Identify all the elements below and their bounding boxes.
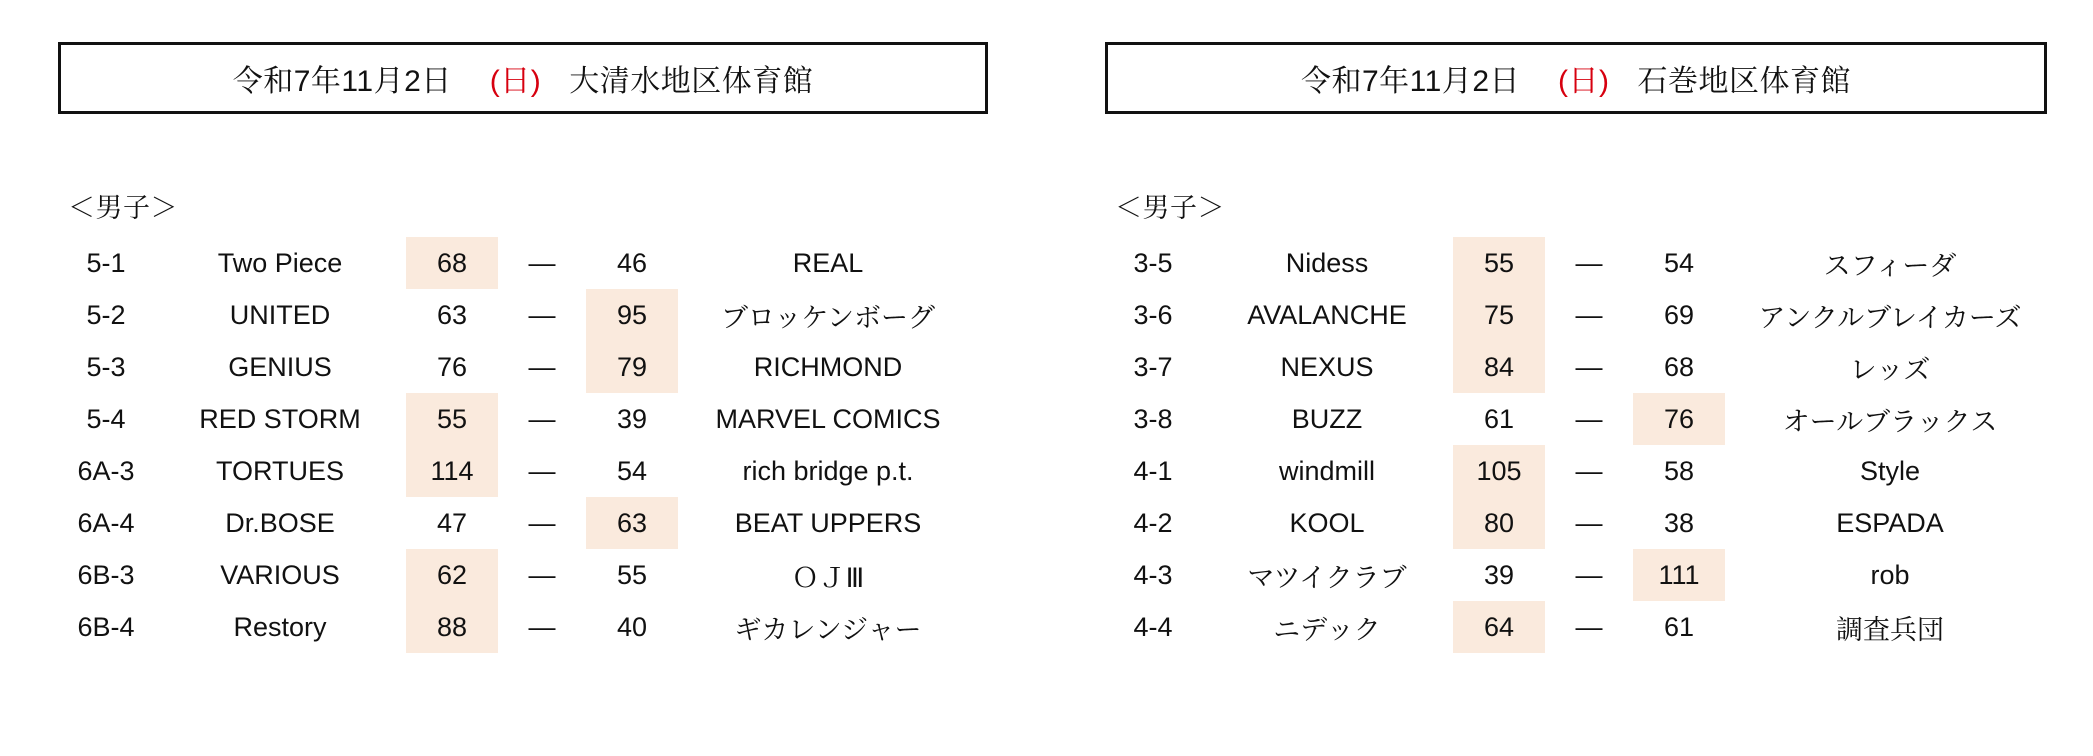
- match-number: 5-4: [86, 403, 126, 434]
- match-number: 5-2: [86, 299, 126, 330]
- team-a-name: Restory: [233, 611, 327, 642]
- venue-header-inner-left: [233, 56, 814, 100]
- match-number: 6B-4: [77, 611, 135, 642]
- team-b-score: [1633, 341, 1725, 393]
- team-b-name: REAL: [792, 247, 864, 278]
- table-row: [1105, 497, 2055, 549]
- match-number: 5-1: [86, 247, 126, 278]
- event-venue: 石巻地区体育館: [1637, 65, 1851, 98]
- team-a-name: VARIOUS: [220, 559, 340, 590]
- team-b-score-value: 46: [616, 248, 648, 278]
- venue-header-box-left: [58, 42, 988, 114]
- event-date: 令和7年11月2日: [232, 65, 452, 98]
- event-day-of-week: (日): [489, 65, 542, 98]
- team-a-score: [406, 393, 498, 445]
- table-row: [1105, 549, 2055, 601]
- team-b-score-value: 111: [1633, 549, 1725, 601]
- team-a-score: [1453, 237, 1545, 289]
- score-separator: —: [528, 507, 556, 538]
- table-row: [1105, 237, 2055, 289]
- score-separator: —: [1575, 611, 1603, 642]
- venue-header-inner-right: [1301, 56, 1851, 100]
- team-b-name: レッズ: [1849, 354, 1931, 385]
- table-row: [1105, 289, 2055, 341]
- table-row: [58, 341, 978, 393]
- team-b-score-value: 54: [1663, 248, 1695, 278]
- team-b-score: [586, 237, 678, 289]
- match-number: 3-6: [1133, 299, 1173, 330]
- team-a-score-value: 68: [406, 237, 498, 289]
- table-row: [58, 445, 978, 497]
- team-a-score: [406, 601, 498, 653]
- team-b-name: ブロッケンボーグ: [720, 302, 936, 333]
- score-separator: —: [528, 247, 556, 278]
- team-b-score-value: 69: [1663, 300, 1695, 330]
- venue-panel-left: [0, 42, 1050, 653]
- table-row: [1105, 393, 2055, 445]
- team-a-name: UNITED: [229, 299, 331, 330]
- match-number: 4-3: [1133, 559, 1173, 590]
- score-separator: —: [528, 351, 556, 382]
- team-a-score-value: 39: [1483, 560, 1515, 590]
- table-row: [58, 549, 978, 601]
- team-a-name: RED STORM: [199, 403, 361, 434]
- match-table-left: [58, 237, 978, 653]
- team-a-score-value: 47: [436, 508, 468, 538]
- team-b-name: ESPADA: [1836, 507, 1944, 538]
- team-a-name: Dr.BOSE: [225, 507, 335, 538]
- team-a-name: windmill: [1278, 455, 1376, 486]
- team-a-score: [1453, 549, 1545, 601]
- team-b-name: rob: [1870, 559, 1910, 590]
- match-number: 6B-3: [77, 559, 135, 590]
- score-separator: —: [1575, 403, 1603, 434]
- score-separator: —: [1575, 351, 1603, 382]
- team-b-name: スフィーダ: [1823, 250, 1957, 281]
- score-separator: —: [528, 611, 556, 642]
- team-a-score-value: 84: [1453, 341, 1545, 393]
- match-number: 4-4: [1133, 611, 1173, 642]
- team-b-score: [1633, 289, 1725, 341]
- team-b-name: アンクルブレイカーズ: [1758, 302, 2022, 333]
- match-number: 3-7: [1133, 351, 1173, 382]
- team-a-score: [406, 341, 498, 393]
- team-a-score: [1453, 601, 1545, 653]
- score-separator: —: [1575, 299, 1603, 330]
- section-title-mens-right: ＜男子＞: [1115, 193, 1225, 223]
- team-a-score: [1453, 497, 1545, 549]
- match-table-right: [1105, 237, 2055, 653]
- team-a-score-value: 64: [1453, 601, 1545, 653]
- team-a-name: ニデック: [1273, 614, 1381, 645]
- team-b-score: [586, 445, 678, 497]
- team-b-name: RICHMOND: [753, 351, 903, 382]
- team-a-score: [1453, 289, 1545, 341]
- match-number: 6A-3: [77, 455, 135, 486]
- team-b-score: [1633, 497, 1725, 549]
- event-venue: 大清水地区体育館: [569, 65, 814, 98]
- team-a-score: [406, 445, 498, 497]
- team-a-score-value: 76: [436, 352, 468, 382]
- team-b-score-value: 54: [616, 456, 648, 486]
- team-a-name: Nidess: [1285, 247, 1369, 278]
- team-a-name: NEXUS: [1280, 351, 1374, 382]
- team-a-score: [406, 497, 498, 549]
- score-separator: —: [528, 455, 556, 486]
- event-day-of-week: (日): [1558, 65, 1610, 98]
- team-a-score: [406, 237, 498, 289]
- team-a-score-value: 75: [1453, 289, 1545, 341]
- match-number: 3-5: [1133, 247, 1173, 278]
- team-b-name: Style: [1859, 455, 1921, 486]
- team-b-score: [1633, 393, 1725, 445]
- score-separator: —: [1575, 559, 1603, 590]
- team-a-score-value: 80: [1453, 497, 1545, 549]
- team-b-score: [1633, 601, 1725, 653]
- match-number: 4-2: [1133, 507, 1173, 538]
- team-a-score: [1453, 393, 1545, 445]
- section-title-mens-left: ＜男子＞: [68, 193, 178, 223]
- team-a-name: TORTUES: [215, 455, 345, 486]
- match-number: 6A-4: [77, 507, 135, 538]
- team-a-name: マツイクラブ: [1247, 562, 1407, 593]
- team-b-score-value: 58: [1663, 456, 1695, 486]
- team-a-score-value: 88: [406, 601, 498, 653]
- team-a-score: [1453, 445, 1545, 497]
- team-b-name: BEAT UPPERS: [734, 507, 922, 538]
- team-a-score-value: 55: [406, 393, 498, 445]
- match-number: 4-1: [1133, 455, 1173, 486]
- score-separator: —: [1575, 247, 1603, 278]
- table-row: [1105, 341, 2055, 393]
- team-b-score: [586, 549, 678, 601]
- team-a-score: [1453, 341, 1545, 393]
- team-b-score-value: 61: [1663, 612, 1695, 642]
- score-separator: —: [528, 299, 556, 330]
- team-b-name: 調査兵団: [1836, 614, 1944, 645]
- team-b-score-value: 40: [616, 612, 648, 642]
- team-b-name: ＯＪⅢ: [791, 562, 865, 593]
- table-row: [1105, 445, 2055, 497]
- team-b-score: [1633, 237, 1725, 289]
- match-number: 3-8: [1133, 403, 1173, 434]
- team-b-score-value: 63: [586, 497, 678, 549]
- team-a-score-value: 114: [406, 445, 498, 497]
- table-row: [58, 237, 978, 289]
- team-a-score: [406, 549, 498, 601]
- team-a-score: [406, 289, 498, 341]
- team-b-score-value: 68: [1663, 352, 1695, 382]
- score-separator: —: [528, 403, 556, 434]
- team-b-score-value: 55: [616, 560, 648, 590]
- team-a-name: KOOL: [1289, 507, 1365, 538]
- score-separator: —: [1575, 455, 1603, 486]
- team-b-name: オールブラックス: [1782, 406, 1998, 437]
- table-row: [58, 601, 978, 653]
- team-b-score: [586, 341, 678, 393]
- score-separator: —: [528, 559, 556, 590]
- team-b-score: [586, 289, 678, 341]
- table-row: [1105, 601, 2055, 653]
- team-a-score-value: 62: [406, 549, 498, 601]
- team-b-score-value: 95: [586, 289, 678, 341]
- team-b-score: [1633, 445, 1725, 497]
- table-row: [58, 393, 978, 445]
- table-row: [58, 497, 978, 549]
- team-a-score-value: 55: [1453, 237, 1545, 289]
- team-a-name: BUZZ: [1291, 403, 1363, 434]
- team-a-score-value: 105: [1453, 445, 1545, 497]
- table-row: [58, 289, 978, 341]
- team-b-score-value: 38: [1663, 508, 1695, 538]
- team-a-score-value: 61: [1483, 404, 1515, 434]
- venue-panel-right: [1050, 42, 2093, 653]
- team-a-name: Two Piece: [217, 247, 343, 278]
- team-b-score: [586, 393, 678, 445]
- team-a-name: GENIUS: [228, 351, 332, 382]
- venue-header-box-right: [1105, 42, 2047, 114]
- team-b-name: ギカレンジャー: [734, 614, 922, 645]
- team-b-score: [1633, 549, 1725, 601]
- team-b-score-value: 76: [1633, 393, 1725, 445]
- score-separator: —: [1575, 507, 1603, 538]
- team-a-name: AVALANCHE: [1247, 299, 1407, 330]
- team-b-name: rich bridge p.t.: [742, 455, 914, 486]
- match-number: 5-3: [86, 351, 126, 382]
- team-b-score: [586, 497, 678, 549]
- event-date: 令和7年11月2日: [1301, 65, 1521, 98]
- team-b-score: [586, 601, 678, 653]
- team-b-score-value: 39: [616, 404, 648, 434]
- team-a-score-value: 63: [436, 300, 468, 330]
- team-b-name: MARVEL COMICS: [715, 403, 941, 434]
- team-b-score-value: 79: [586, 341, 678, 393]
